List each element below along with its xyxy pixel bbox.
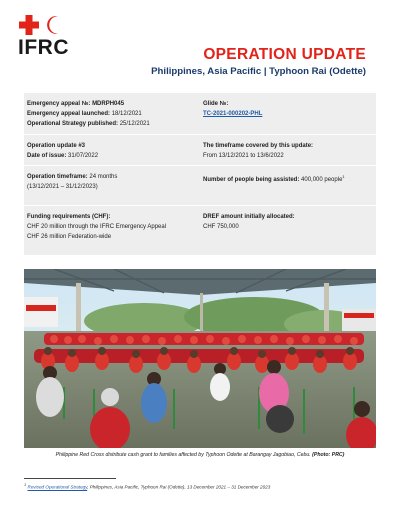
op-timeframe-label: Operation timeframe: <box>27 174 88 180</box>
funding-line: CHF 20 million through the IFRC Emergency Appeal <box>27 224 167 230</box>
page-title: OPERATION UPDATE <box>203 46 366 63</box>
timeframe-value: From 13/12/2021 to 13/6/2022 <box>203 153 284 159</box>
people-value: 400,000 people <box>301 177 343 183</box>
funding-label: Funding requirements (CHF): <box>27 214 111 220</box>
info-row <box>24 165 376 205</box>
logo-text: IFRC <box>18 36 69 59</box>
funding-cell <box>24 206 200 255</box>
issue-label: Date of issue: <box>27 153 67 159</box>
photo-caption <box>24 451 376 459</box>
appeal-label: Emergency appeal №: <box>27 101 91 107</box>
launched-label: Emergency appeal launched: <box>27 111 111 117</box>
launched-value: 18/12/2021 <box>111 111 142 117</box>
cover-photo <box>24 269 376 448</box>
funding-line: CHF 26 million Federation-wide <box>27 234 112 240</box>
info-row <box>24 134 376 165</box>
ifrc-logo <box>18 14 70 59</box>
timeframe-label: The timeframe covered by this update: <box>203 143 314 149</box>
red-crescent-icon <box>43 14 63 36</box>
update-cell <box>24 135 200 165</box>
info-table <box>24 93 376 255</box>
red-cross-icon <box>18 14 40 36</box>
appeal-cell <box>24 93 200 134</box>
dref-cell <box>200 206 376 255</box>
glide-link[interactable]: TC-2021-000202-PHL <box>203 111 263 117</box>
footnote <box>24 481 376 491</box>
op-timeframe-range: (13/12/2021 – 31/12/2023) <box>27 184 98 190</box>
footnote-number: 1 <box>24 482 27 487</box>
strategy-label: Operational Strategy published: <box>27 121 119 127</box>
info-row <box>24 93 376 134</box>
op-timeframe-cell <box>24 166 200 205</box>
footnote-link[interactable]: Revised Operational Strategy <box>27 484 88 490</box>
title-block <box>151 46 366 78</box>
footnote-text: , Philippines, Asia Pacific, Typhoon Rai (Odette), 13 December 2021 – 31 December 2023 <box>87 484 271 490</box>
caption-text: Philippine Red Cross distribute cash grant to families affected by Typhoon Odette at Barangay Jagobiao, Cebu. <box>55 452 311 458</box>
strategy-value: 25/12/2021 <box>119 121 150 127</box>
info-row <box>24 205 376 255</box>
dref-label: DREF amount initially allocated: <box>203 214 295 220</box>
people-label: Number of people being assisted: <box>203 177 300 183</box>
appeal-value: MDRPH045 <box>92 101 125 107</box>
caption-credit: (Photo: PRC) <box>312 452 345 458</box>
people-cell <box>200 166 376 205</box>
glide-cell <box>200 93 376 134</box>
glide-label: Glide №: <box>203 101 229 107</box>
op-timeframe-value: 24 months <box>89 174 118 180</box>
dref-value: CHF 750,000 <box>203 224 239 230</box>
page-subtitle: Philippines, Asia Pacific | Typhoon Rai (Odette) <box>151 66 366 77</box>
footnote-divider <box>24 478 116 479</box>
update-label: Operation update #3 <box>27 143 86 149</box>
issue-value: 31/07/2022 <box>68 153 99 159</box>
timeframe-cell <box>200 135 376 165</box>
people-footnote-ref[interactable]: 1 <box>342 174 345 179</box>
